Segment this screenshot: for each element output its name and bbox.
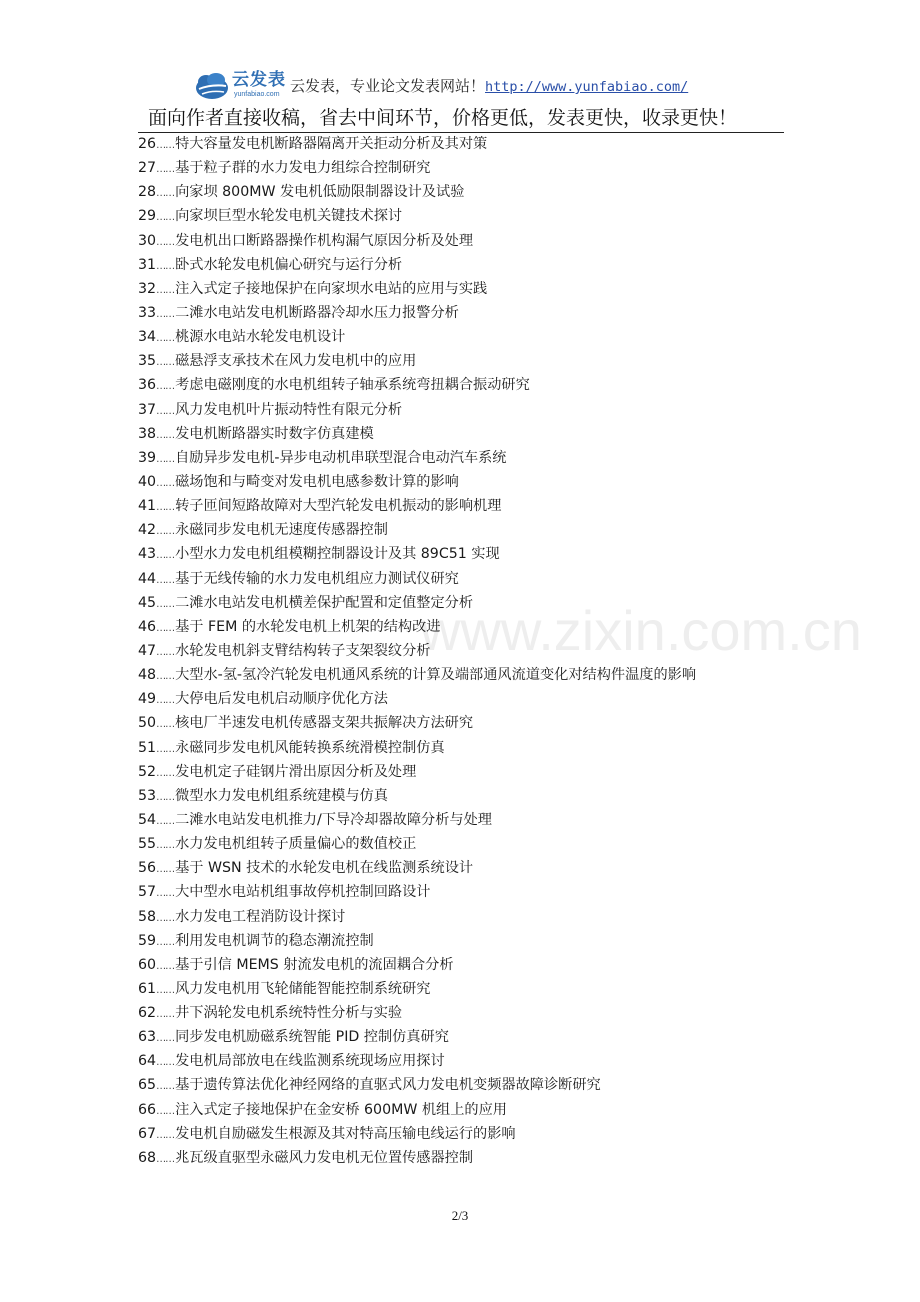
item-number: 55 — [138, 836, 157, 853]
item-number: 53 — [138, 787, 157, 804]
item-leader-dots: …… — [156, 767, 175, 779]
item-leader-dots: …… — [156, 550, 175, 562]
item-number: 39 — [138, 449, 157, 466]
item-title: 卧式水轮发电机偏心研究与运行分析 — [175, 256, 403, 273]
item-number: 42 — [138, 522, 157, 539]
list-item — [138, 373, 798, 397]
item-number: 26 — [138, 136, 157, 152]
item-number: 66 — [138, 1101, 157, 1118]
item-number: 60 — [138, 956, 157, 973]
item-number: 36 — [138, 377, 157, 394]
item-number: 61 — [138, 980, 157, 997]
list-item — [138, 711, 798, 735]
list-item — [138, 325, 798, 349]
item-title: 二滩水电站发电机横差保护配置和定值整定分析 — [175, 594, 474, 611]
list-item — [138, 277, 798, 301]
item-title: 风力发电机叶片振动特性有限元分析 — [175, 401, 403, 418]
list-item — [138, 736, 798, 760]
item-number: 33 — [138, 304, 157, 321]
item-number: 51 — [138, 739, 157, 756]
item-title: 兆瓦级直驱型永磁风力发电机无位置传感器控制 — [175, 1149, 474, 1166]
item-title: 永磁同步发电机无速度传感器控制 — [175, 522, 388, 539]
item-title: 桃源水电站水轮发电机设计 — [175, 329, 346, 346]
item-number: 29 — [138, 208, 157, 225]
item-number: 44 — [138, 570, 157, 587]
list-item — [138, 760, 798, 784]
list-item — [138, 639, 798, 663]
item-leader-dots: …… — [156, 381, 175, 393]
list-item — [138, 929, 798, 953]
watermark: www.zixin.com.cn — [420, 599, 862, 662]
list-item — [138, 132, 798, 156]
list-item — [138, 156, 798, 180]
item-leader-dots: …… — [156, 260, 175, 272]
item-title: 利用发电机调节的稳态潮流控制 — [175, 932, 374, 949]
reference-list — [138, 132, 798, 1170]
item-title: 井下涡轮发电机系统特性分析与实验 — [175, 1005, 403, 1022]
item-number: 57 — [138, 884, 157, 901]
item-leader-dots: …… — [156, 526, 175, 538]
list-item — [138, 253, 798, 277]
item-title: 考虑电磁刚度的水电机组转子轴承系统弯扭耦合振动研究 — [175, 377, 530, 394]
item-leader-dots: …… — [156, 212, 175, 224]
item-number: 56 — [138, 860, 157, 877]
list-item — [138, 422, 798, 446]
item-number: 31 — [138, 256, 157, 273]
list-item — [138, 398, 798, 422]
item-title: 水力发电工程消防设计探讨 — [175, 908, 346, 925]
list-item — [138, 880, 798, 904]
list-item — [138, 446, 798, 470]
list-item — [138, 1025, 798, 1049]
item-number: 59 — [138, 932, 157, 949]
item-leader-dots: …… — [156, 574, 175, 586]
list-item — [138, 1146, 798, 1170]
list-item — [138, 1098, 798, 1122]
item-number: 54 — [138, 811, 157, 828]
list-item — [138, 615, 798, 639]
tagline-text: 云发表，专业论文发表网站！ — [290, 77, 486, 95]
item-number: 41 — [138, 498, 157, 515]
item-number: 46 — [138, 618, 157, 635]
item-title: 基于无线传输的水力发电机组应力测试仪研究 — [175, 570, 459, 587]
list-item — [138, 905, 798, 929]
item-leader-dots: …… — [156, 695, 175, 707]
item-leader-dots: …… — [156, 1057, 175, 1069]
list-item — [138, 229, 798, 253]
item-title: 基于 WSN 技术的水轮发电机在线监测系统设计 — [175, 860, 474, 877]
site-tagline — [290, 74, 688, 99]
item-leader-dots: …… — [156, 1009, 175, 1021]
list-item — [138, 663, 798, 687]
item-title: 同步发电机励磁系统智能 PID 控制仿真研究 — [175, 1029, 449, 1046]
item-title: 向家坝 800MW 发电机低励限制器设计及试验 — [175, 184, 465, 201]
item-leader-dots: …… — [156, 1033, 175, 1045]
logo-wordmark: 云发表 — [232, 70, 286, 90]
item-leader-dots: …… — [156, 646, 175, 658]
item-title: 大停电后发电机启动顺序优化方法 — [175, 691, 388, 708]
item-leader-dots: …… — [156, 598, 175, 610]
item-title: 微型水力发电机组系统建模与仿真 — [175, 787, 388, 804]
item-leader-dots: …… — [156, 308, 175, 320]
list-item — [138, 204, 798, 228]
item-leader-dots: …… — [156, 815, 175, 827]
item-number: 38 — [138, 425, 157, 442]
item-title: 基于引信 MEMS 射流发电机的流固耦合分析 — [175, 956, 454, 973]
item-leader-dots: …… — [156, 960, 175, 972]
list-item — [138, 953, 798, 977]
item-leader-dots: …… — [156, 405, 175, 417]
item-title: 磁悬浮支承技术在风力发电机中的应用 — [175, 353, 417, 370]
item-leader-dots: …… — [156, 477, 175, 489]
item-title: 注入式定子接地保护在向家坝水电站的应用与实践 — [175, 280, 488, 297]
page-header — [0, 0, 920, 140]
list-item — [138, 518, 798, 542]
item-title: 永磁同步发电机风能转换系统滑模控制仿真 — [175, 739, 445, 756]
item-leader-dots: …… — [156, 429, 175, 441]
item-title: 水轮发电机斜支臂结构转子支架裂纹分析 — [175, 642, 431, 659]
list-item — [138, 687, 798, 711]
item-number: 50 — [138, 715, 157, 732]
page-number: 2/3 — [451, 1208, 469, 1223]
item-number: 49 — [138, 691, 157, 708]
item-title: 基于粒子群的水力发电力组综合控制研究 — [175, 160, 431, 177]
list-item — [138, 1073, 798, 1097]
item-number: 65 — [138, 1077, 157, 1094]
item-leader-dots: …… — [156, 1105, 175, 1117]
item-title: 基于 FEM 的水轮发电机上机架的结构改进 — [175, 618, 441, 635]
item-leader-dots: …… — [156, 1081, 175, 1093]
item-number: 40 — [138, 473, 157, 490]
item-title: 小型水力发电机组模糊控制器设计及其 89C51 实现 — [175, 546, 500, 563]
item-leader-dots: …… — [156, 188, 175, 200]
item-leader-dots: …… — [156, 936, 175, 948]
item-title: 发电机出口断路器操作机构漏气原因分析及处理 — [175, 232, 474, 249]
item-leader-dots: …… — [156, 164, 175, 176]
site-url-link[interactable]: http://www.yunfabiao.com/ — [485, 79, 689, 95]
item-number: 43 — [138, 546, 157, 563]
item-number: 67 — [138, 1125, 157, 1142]
item-number: 64 — [138, 1053, 157, 1070]
item-title: 发电机定子硅钢片滑出原因分析及处理 — [175, 763, 417, 780]
item-number: 63 — [138, 1029, 157, 1046]
list-item — [138, 470, 798, 494]
list-item — [138, 1001, 798, 1025]
logo-domain: yunfabiao.com — [234, 91, 280, 98]
header-slogan: 面向作者直接收稿，省去中间环节，价格更低，发表更快，收录更快！ — [148, 107, 738, 129]
list-item — [138, 567, 798, 591]
item-leader-dots: …… — [156, 357, 175, 369]
list-item — [138, 977, 798, 1001]
list-item — [138, 784, 798, 808]
list-item — [138, 542, 798, 566]
list-item — [138, 301, 798, 325]
item-title: 磁场饱和与畸变对发电机电感参数计算的影响 — [175, 473, 459, 490]
item-leader-dots: …… — [156, 743, 175, 755]
item-leader-dots: …… — [156, 453, 175, 465]
item-title: 大中型水电站机组事故停机控制回路设计 — [175, 884, 431, 901]
item-number: 58 — [138, 908, 157, 925]
list-item — [138, 832, 798, 856]
item-leader-dots: …… — [156, 284, 175, 296]
list-item — [138, 856, 798, 880]
item-title: 水力发电机组转子质量偏心的数值校正 — [175, 836, 417, 853]
item-number: 28 — [138, 184, 157, 201]
item-number: 68 — [138, 1149, 157, 1166]
item-title: 发电机局部放电在线监测系统现场应用探讨 — [175, 1053, 445, 1070]
list-item — [138, 494, 798, 518]
yunfabiao-logo[interactable] — [194, 70, 290, 104]
item-leader-dots: …… — [156, 140, 175, 151]
item-number: 27 — [138, 160, 157, 177]
item-title: 风力发电机用飞轮储能智能控制系统研究 — [175, 980, 431, 997]
item-number: 35 — [138, 353, 157, 370]
item-leader-dots: …… — [156, 1129, 175, 1141]
cloud-icon — [194, 72, 230, 102]
item-leader-dots: …… — [156, 502, 175, 514]
item-leader-dots: …… — [156, 671, 175, 683]
item-title: 基于遗传算法优化神经网络的直驱式风力发电机变频器故障诊断研究 — [175, 1077, 601, 1094]
item-number: 48 — [138, 667, 157, 684]
item-leader-dots: …… — [156, 840, 175, 852]
item-number: 32 — [138, 280, 157, 297]
item-title: 大型水-氢-氢冷汽轮发电机通风系统的计算及端部通风流道变化对结构件温度的影响 — [175, 667, 697, 684]
item-leader-dots: …… — [156, 1153, 175, 1165]
item-title: 发电机自励磁发生根源及其对特高压输电线运行的影响 — [175, 1125, 516, 1142]
list-item — [138, 591, 798, 615]
list-item — [138, 180, 798, 204]
item-number: 30 — [138, 232, 157, 249]
item-number: 45 — [138, 594, 157, 611]
item-leader-dots: …… — [156, 791, 175, 803]
item-title: 核电厂半速发电机传感器支架共振解决方法研究 — [175, 715, 474, 732]
item-number: 34 — [138, 329, 157, 346]
item-title: 发电机断路器实时数字仿真建模 — [175, 425, 374, 442]
item-leader-dots: …… — [156, 622, 175, 634]
item-leader-dots: …… — [156, 864, 175, 876]
item-title: 自励异步发电机-异步电动机串联型混合电动汽车系统 — [175, 449, 507, 466]
item-title: 二滩水电站发电机推力/下导冷却器故障分析与处理 — [175, 811, 492, 828]
item-title: 向家坝巨型水轮发电机关键技术探讨 — [175, 208, 403, 225]
list-item — [138, 349, 798, 373]
list-item — [138, 1049, 798, 1073]
item-leader-dots: …… — [156, 888, 175, 900]
item-number: 62 — [138, 1005, 157, 1022]
item-number: 37 — [138, 401, 157, 418]
item-leader-dots: …… — [156, 984, 175, 996]
item-number: 52 — [138, 763, 157, 780]
item-title: 转子匝间短路故障对大型汽轮发电机振动的影响机理 — [175, 498, 502, 515]
list-item — [138, 1122, 798, 1146]
item-leader-dots: …… — [156, 912, 175, 924]
item-leader-dots: …… — [156, 333, 175, 345]
item-title: 二滩水电站发电机断路器冷却水压力报警分析 — [175, 304, 459, 321]
item-leader-dots: …… — [156, 236, 175, 248]
list-item — [138, 808, 798, 832]
item-number: 47 — [138, 642, 157, 659]
item-leader-dots: …… — [156, 719, 175, 731]
item-title: 特大容量发电机断路器隔离开关拒动分析及其对策 — [175, 136, 488, 152]
item-title: 注入式定子接地保护在金安桥 600MW 机组上的应用 — [175, 1101, 507, 1118]
